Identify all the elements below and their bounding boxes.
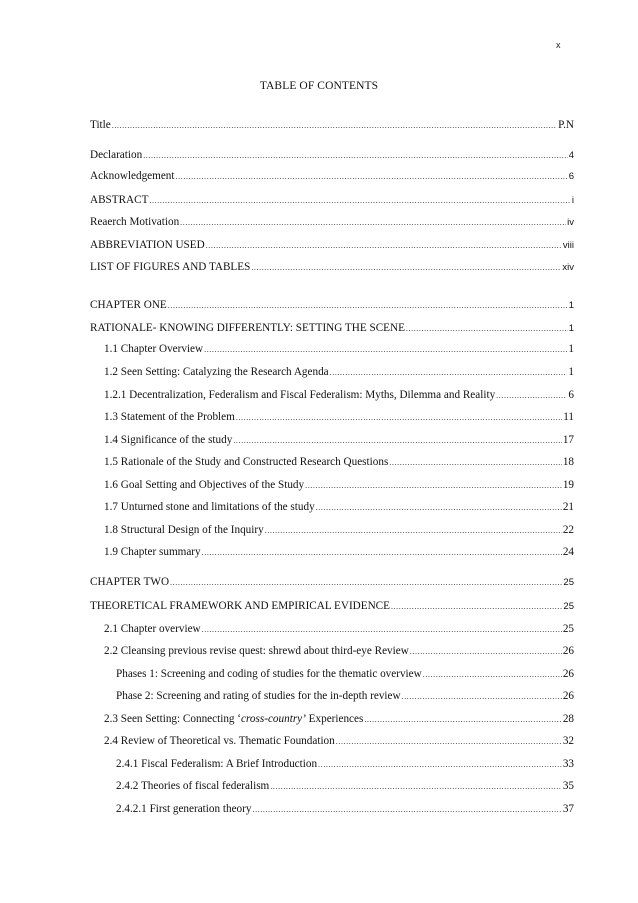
dot-leader — [305, 478, 562, 493]
toc-entry-1-3[interactable] — [104, 409, 574, 425]
dot-leader — [410, 644, 562, 659]
toc-entry-abstract[interactable] — [90, 192, 574, 208]
toc-entry-1-8[interactable] — [104, 522, 574, 538]
toc-entry-page: 25 — [562, 623, 574, 635]
toc-entry-page: 11 — [563, 411, 574, 423]
toc-entry-label: THEORETICAL FRAMEWORK AND EMPIRICAL EVIDENCE — [90, 600, 390, 612]
toc-entry-label: ABSTRACT — [90, 194, 149, 206]
toc-entry-1-1[interactable] — [104, 341, 574, 357]
toc-entry-page: 24 — [562, 546, 574, 558]
toc-entry-page: 4 — [568, 150, 574, 161]
dot-leader — [180, 215, 566, 230]
toc-entry-chapter-one-title[interactable] — [90, 320, 574, 336]
toc-entry-label: RATIONALE- KNOWING DIFFERENTLY: SETTING THE SCENE — [90, 322, 405, 334]
page-number: x — [556, 40, 561, 50]
toc-entry-label: Declaration — [90, 149, 143, 161]
dot-leader — [265, 523, 562, 538]
dot-leader — [336, 734, 562, 749]
toc-entry-research-motivation[interactable] — [90, 214, 574, 230]
toc-entry-1-7[interactable] — [104, 499, 574, 515]
toc-entry-1-2-1[interactable] — [104, 387, 574, 403]
toc-entry-page: 1 — [568, 366, 574, 378]
toc-entry-label: 1.5 Rationale of the Study and Constructed Research Questions — [104, 456, 389, 468]
toc-title: TABLE OF CONTENTS — [259, 80, 379, 92]
dot-leader — [389, 455, 562, 470]
toc-entry-page: 6 — [568, 171, 574, 182]
toc-entry-phase-2[interactable] — [116, 688, 574, 704]
toc-entry-label: CHAPTER ONE — [90, 299, 167, 311]
toc-entry-page: 17 — [562, 434, 574, 446]
toc-entry-page: P.N — [558, 119, 574, 131]
toc-entry-page: 33 — [562, 758, 574, 770]
toc-entry-page: 6 — [568, 389, 574, 401]
dot-leader — [170, 575, 562, 590]
toc-entry-label: Phase 2: Screening and rating of studies for the in-depth review — [116, 690, 401, 702]
toc-entry-chapter-two-title[interactable] — [90, 598, 574, 614]
dot-leader — [318, 757, 562, 772]
toc-entry-label-pre: 2.3 Seen Setting: Connecting ‘ — [104, 713, 242, 725]
toc-entry-acknowledgement[interactable] — [90, 168, 574, 184]
dot-leader — [316, 500, 562, 515]
toc-entry-2-3[interactable] — [104, 711, 574, 727]
dot-leader — [423, 667, 562, 682]
toc-entry-label: ABBREVIATION USED — [90, 239, 205, 251]
toc-entry-page: 19 — [562, 479, 574, 491]
dot-leader — [330, 365, 568, 380]
dot-leader — [202, 622, 562, 637]
toc-entry-label: Title — [90, 119, 111, 131]
toc-entry-2-2[interactable] — [104, 643, 574, 659]
toc-entry-1-6[interactable] — [104, 477, 574, 493]
toc-entry-page: i — [571, 195, 574, 206]
dot-leader — [206, 238, 562, 253]
toc-entry-abbreviation-used[interactable] — [90, 237, 574, 253]
toc-entry-label: 1.8 Structural Design of the Inquiry — [104, 524, 264, 536]
toc-entry-label: 2.2 Cleansing previous revise quest: shrewd about third-eye Review — [104, 645, 409, 657]
toc-entry-label: 1.4 Significance of the study — [104, 434, 233, 446]
toc-entry-1-9[interactable] — [104, 544, 574, 560]
dot-leader — [143, 148, 568, 163]
toc-entry-1-5[interactable] — [104, 454, 574, 470]
toc-entry-chapter-one[interactable] — [90, 297, 574, 313]
toc-entry-2-4-2-1[interactable] — [116, 801, 574, 817]
toc-entry-2-4[interactable] — [104, 733, 574, 749]
toc-entry-page: 35 — [562, 780, 574, 792]
dot-leader — [252, 802, 561, 817]
toc-entry-page: iv — [567, 217, 574, 228]
toc-entry-label: 2.4 Review of Theoretical vs. Thematic Foundation — [104, 735, 335, 747]
toc-entry-page: 22 — [562, 524, 574, 536]
toc-entry-label: 1.2 Seen Setting: Catalyzing the Research Agenda — [104, 366, 329, 378]
toc-entry-label: 1.1 Chapter Overview — [104, 343, 204, 355]
toc-entry-label: 1.6 Goal Setting and Objectives of the Study — [104, 479, 305, 491]
toc-entry-page: 26 — [562, 690, 574, 702]
toc-entry-page: 25 — [563, 577, 574, 588]
toc-entry-page: 26 — [562, 668, 574, 680]
toc-entry-list-of-figures[interactable] — [90, 259, 574, 275]
toc-entry-page: 37 — [562, 803, 574, 815]
toc-entry-label: 1.2.1 Decentralization, Federalism and Fiscal Federalism: Myths, Dilemma and Reality — [104, 389, 496, 401]
toc-entry-page: 32 — [562, 735, 574, 747]
dot-leader — [364, 712, 561, 727]
toc-entry-2-1[interactable] — [104, 621, 574, 637]
toc-entry-label: CHAPTER TWO — [90, 576, 170, 588]
toc-entry-label-post: Experiences — [305, 713, 364, 725]
toc-entry-label: 1.9 Chapter summary — [104, 546, 201, 558]
toc-entry-phase-1[interactable] — [116, 666, 574, 682]
toc-entry-label — [104, 711, 363, 727]
toc-entry-label: 1.7 Unturned stone and limitations of the study — [104, 501, 315, 513]
toc-entry-page: 1 — [568, 300, 574, 311]
toc-entry-label: LIST OF FIGURES AND TABLES — [90, 261, 251, 273]
toc-entry-page: 1 — [568, 323, 574, 334]
toc-entry-label-italic: cross-country’ — [241, 713, 306, 725]
dot-leader — [176, 169, 568, 184]
toc-entry-label: 2.4.1 Fiscal Federalism: A Brief Introduction — [116, 758, 318, 770]
toc-entry-chapter-two[interactable] — [90, 574, 574, 590]
toc-entry-page: 1 — [568, 343, 574, 355]
toc-entry-1-4[interactable] — [104, 432, 574, 448]
toc-entry-title[interactable] — [90, 117, 574, 133]
toc-entry-page: viii — [562, 240, 574, 251]
toc-entry-declaration[interactable] — [90, 147, 574, 163]
dot-leader — [233, 433, 561, 448]
dot-leader — [204, 342, 567, 357]
toc-entry-label: Phases 1: Screening and coding of studies for the thematic overview — [116, 668, 422, 680]
dot-leader — [251, 260, 561, 275]
dot-leader — [236, 410, 562, 425]
toc-entry-label: 2.4.2.1 First generation theory — [116, 803, 252, 815]
dot-leader — [391, 599, 562, 614]
dot-leader — [402, 689, 562, 704]
dot-leader — [406, 321, 568, 336]
dot-leader — [496, 388, 567, 403]
dot-leader — [149, 193, 570, 208]
toc-entry-2-4-1[interactable] — [116, 756, 574, 772]
toc-entry-label: Acknowledgement — [90, 170, 175, 182]
dot-leader — [168, 298, 568, 313]
toc-entry-1-2[interactable] — [104, 364, 574, 380]
toc-entry-page: 26 — [562, 645, 574, 657]
toc-entry-page: 18 — [562, 456, 574, 468]
dot-leader — [112, 118, 557, 133]
toc-entry-label: 2.1 Chapter overview — [104, 623, 201, 635]
toc-entry-page: 28 — [562, 713, 574, 725]
dot-leader — [202, 545, 562, 560]
toc-entry-page: xiv — [562, 262, 574, 273]
toc-entry-2-4-2[interactable] — [116, 778, 574, 794]
toc-entry-label: Reaerch Motivation — [90, 216, 180, 228]
toc-entry-label: 2.4.2 Theories of fiscal federalism — [116, 780, 270, 792]
toc-entry-label: 1.3 Statement of the Problem — [104, 411, 235, 423]
dot-leader — [270, 779, 562, 794]
toc-entry-page: 21 — [562, 501, 574, 513]
toc-entry-page: 25 — [563, 601, 574, 612]
